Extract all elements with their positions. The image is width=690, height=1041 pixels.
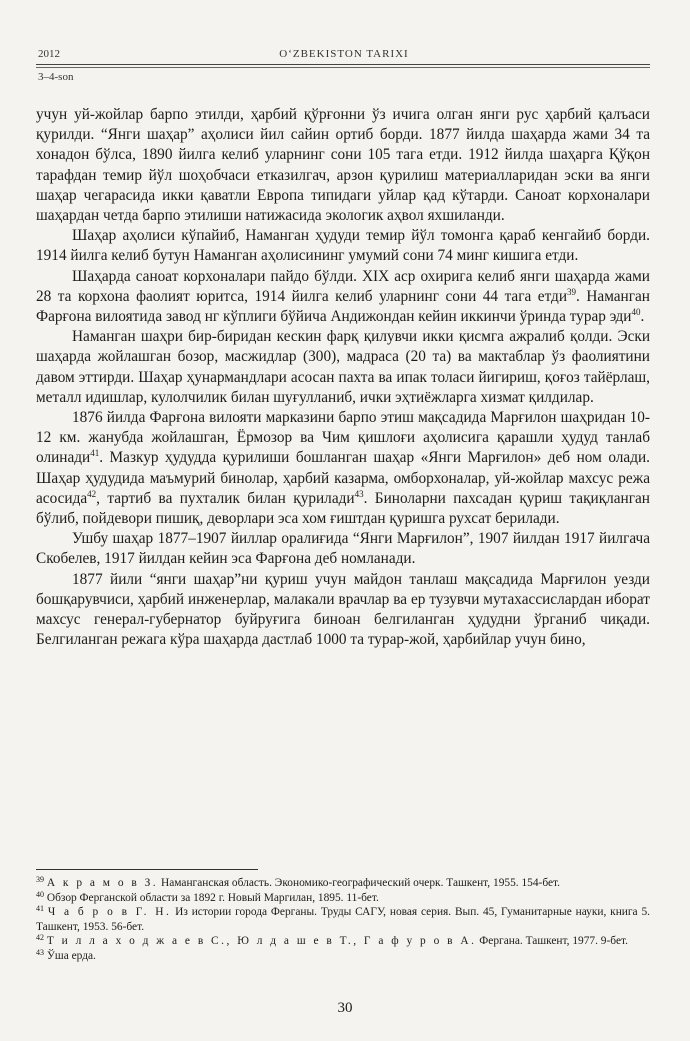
footnote-text: Обзор Ферганской области за 1892 г. Новый Маргилан, 1895. 11-бет. <box>46 891 379 904</box>
footnote-text: Фергана. Ташкент, 1977. 9-бет. <box>476 935 628 948</box>
header-journal-title: O‘ZBEKISTON TARIXI <box>279 48 409 60</box>
paragraph <box>36 327 650 408</box>
footnote-number: 39 <box>36 875 44 884</box>
footnote-number: 43 <box>36 947 44 957</box>
footnote <box>36 934 650 949</box>
paragraph-text: 1877 йили “янги шаҳар”ни қуриш учун майдон танлаш мақсадида Марғилон уезди бошқарувчиси, ҳарбий инженерлар, малакали врачлар ва ер тузувчи мутахассислардан иборат махсус генерал-губернатор буйруғига биноан белгиланган ҳудудни ўрганиб чиқади. Белгиланган режага кўра шаҳарда дастлаб 1000 та турар-жой, ҳарбийлар учун бино, <box>36 570 650 649</box>
footnote <box>36 949 650 964</box>
body-text <box>36 105 650 650</box>
footnote-rule <box>36 869 258 870</box>
footnote-reference: 39 <box>567 286 577 297</box>
paragraph-text: Наманган шаҳри бир-биридан кескин фарқ қилувчи икки қисмга ажралиб қолди. Эски шаҳарда жойлашган бозор, масжидлар (300), мадраса (20 та) ва мактаблар ўз фаолиятини давом эттирди. Шаҳар ҳунармандлари асосан пахта ва ипак толаси йигириш, қоғоз тайёрлаш, металл идишлар, кулолчилик билан шуғулланиб, ички эҳтиёжларга хизмат қилдилар. <box>36 328 650 406</box>
paragraph-text: . Мазкур ҳудудда қурилиши бошланган шаҳар «Янги Марғилон» деб ном олади. Шаҳар ҳудудида маъмурий бинолар, ҳарбий казарма, омборхоналар, уй-жойлар махсус режа асосида <box>36 449 650 507</box>
paragraph <box>36 529 650 569</box>
header-rule-thin <box>36 67 650 68</box>
paragraph-text: Шаҳар аҳолиси кўпайиб, Наманган ҳудуди темир йўл томонга қараб кенгайиб борди. 1914 йилга келиб бутун Наманган аҳолисининг умумий сони 74 минг кишига етди. <box>36 227 650 265</box>
footnote-number: 41 <box>36 904 44 914</box>
footnote <box>36 876 650 891</box>
footnote-number: 42 <box>36 933 44 943</box>
paragraph-text: . <box>640 308 645 326</box>
footnote-reference: 40 <box>631 307 641 318</box>
footnote-author: Ч а б р о в Г. Н. <box>47 906 172 919</box>
paragraph <box>36 570 650 651</box>
footnote-number: 40 <box>36 889 44 899</box>
paragraph-text: Ушбу шаҳар 1877–1907 йиллар оралиғида “Янги Марғилон”, 1907 йилдан 1917 йилгача Скобелев, 1917 йилдан кейин эса Фарғона деб номланади. <box>36 530 650 568</box>
page-number: 30 <box>337 1000 353 1016</box>
header-rule <box>36 64 650 65</box>
running-header <box>38 48 650 64</box>
paragraph-text: , тартиб ва пухталик билан қурилади <box>96 489 355 507</box>
footnote <box>36 891 650 906</box>
footnote-author: А к р а м о в З. <box>46 877 159 889</box>
paragraph-text: . Наманган Фарғона вилоятида завод нг кўплиги бўйича Андижондан кейин иккинчи ўринда турар эди <box>36 287 650 326</box>
footnotes <box>36 876 650 964</box>
paragraph-text: учун уй-жойлар барпо этилди, ҳарбий қўрғонни ўз ичига олган янги рус ҳарбий қалъаси қурилди. “Янги шаҳар” аҳолиси йил сайин ортиб борди. 1877 йилда шаҳарда жами 34 та хонадон бўлса, 1890 йилга келиб уларнинг сони 105 тага етди. 1912 йилда шаҳарга Қўқон тарафдан темир йўл шоҳобчаси етказилгач, арзон қурилиш материалларидан эски ва янги шаҳар чегарасида икки қаватли Европа типидаги уйлар қад кўтарди. Саноат корхоналари шаҳардан четда барпо этилиши натижасида экологик аҳвол яхшиланди. <box>36 106 650 225</box>
footnote-text: Из истории города Ферганы. Труды САГУ, новая серия. Вып. 45, Гуманитарные науки, книга 5. Ташкент, 1953. 56-бет. <box>36 906 650 933</box>
paragraph-text: 1876 йилда Фарғона вилояти марказини барпо этиш мақсадида Марғилон шаҳридан 10-12 км. жанубда жойлашган, Ёрмозор ва Чим қишлоғи аҳолисига қарашли ҳудуд танлаб олинади <box>36 409 650 467</box>
paragraph <box>36 408 650 529</box>
paragraph-text: Шаҳарда саноат корхоналари пайдо бўлди. XIX аср охирига келиб янги шаҳарда жами 28 та корхона фаолият юритса, 1914 йилга келиб уларнинг сони 44 тага етди <box>36 267 650 305</box>
header-year: 2012 <box>38 48 60 60</box>
header-issue: 3–4-son <box>38 71 74 83</box>
footnote <box>36 905 650 934</box>
paragraph <box>36 105 650 226</box>
footnote-text: Наманганская область. Экономико-географический очерк. Ташкент, 1955. 154-бет. <box>158 877 561 889</box>
paragraph <box>36 267 650 328</box>
footnote-author: Т и л л а х о д ж а е в С., Ю л д а ш е в Т., Г а ф у р о в А. <box>46 935 477 948</box>
footnote-reference: 41 <box>90 448 100 459</box>
paragraph-text: . Биноларни пахсадан қуриш тақиқланган бўлиб, пойдевори пишиқ, деворлари эса хом ғиштдан қуришга рухсат берилади. <box>36 489 650 528</box>
footnote-reference: 43 <box>354 488 364 499</box>
footnote-text: Ўша ерда. <box>46 949 96 962</box>
paragraph <box>36 226 650 266</box>
footnote-reference: 42 <box>87 488 97 499</box>
